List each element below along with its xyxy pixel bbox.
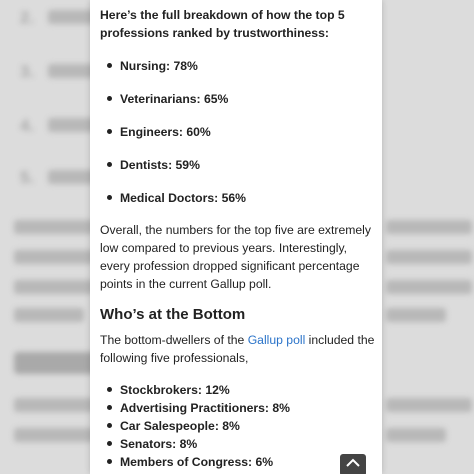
bg-text-line — [14, 220, 94, 234]
list-item-text: Nursing: 78% — [120, 59, 198, 73]
bullet-icon — [107, 63, 112, 68]
bg-text-line — [14, 250, 94, 264]
list-item — [90, 122, 382, 155]
bg-list-number: 4. — [20, 116, 35, 135]
scroll-to-top-button[interactable] — [340, 454, 366, 474]
bullet-icon — [107, 423, 112, 428]
bullet-icon — [107, 195, 112, 200]
bottom-intro-paragraph — [100, 331, 376, 367]
bg-text-line — [14, 398, 94, 412]
list-item-text: Engineers: 60% — [120, 125, 211, 139]
bg-text-line — [14, 308, 84, 322]
bg-text-line — [386, 220, 472, 234]
bottom-intro-text: The bottom-dwellers of the — [100, 333, 248, 347]
list-item-text: Members of Congress: 6% — [120, 455, 274, 469]
bg-text-line — [14, 428, 94, 442]
bottom-section-heading: Who’s at the Bottom — [100, 306, 246, 323]
bg-list-number: 5. — [20, 168, 35, 187]
list-item — [90, 56, 382, 89]
bg-text-line — [386, 428, 446, 442]
bullet-icon — [107, 162, 112, 167]
bg-text-line — [14, 280, 94, 294]
list-item-text: Dentists: 59% — [120, 158, 200, 172]
bullet-icon — [107, 129, 112, 134]
list-item-text: Senators: 8% — [120, 437, 198, 451]
list-item-text: Advertising Practitioners: 8% — [120, 401, 290, 415]
bg-text-line — [386, 250, 472, 264]
list-item — [90, 434, 382, 452]
bottom-intro-text: included the following five professionals, — [100, 333, 375, 365]
list-item-text: Medical Doctors: 56% — [120, 191, 246, 205]
bg-list-number: 2. — [20, 8, 35, 27]
bullet-icon — [107, 96, 112, 101]
overall-paragraph: Overall, the numbers for the top five are extremely low compared to previous years. Interestingly, every profession dropped significant percentage points in the current Gallup poll. — [100, 223, 371, 291]
bg-list-number: 3. — [20, 62, 35, 81]
bullet-icon — [107, 387, 112, 392]
list-item — [90, 188, 382, 221]
list-item-text: Veterinarians: 65% — [120, 92, 229, 106]
bullet-icon — [107, 459, 112, 464]
gallup-poll-link[interactable]: Gallup poll — [247, 333, 306, 347]
list-item — [90, 398, 382, 416]
top-professions-list — [90, 56, 382, 221]
list-item — [90, 416, 382, 434]
bullet-icon — [107, 441, 112, 446]
bottom-professions-list — [90, 380, 382, 470]
list-item — [90, 380, 382, 398]
article-card — [90, 0, 382, 474]
chevron-up-icon — [346, 458, 360, 468]
list-item — [90, 452, 382, 470]
list-item-text: Car Salespeople: 8% — [120, 419, 240, 433]
list-item-text: Stockbrokers: 12% — [120, 383, 230, 397]
bullet-icon — [107, 405, 112, 410]
bg-text-line — [386, 280, 472, 294]
bg-text-line — [386, 398, 472, 412]
bg-text-line — [386, 308, 446, 322]
list-item — [90, 155, 382, 188]
list-item — [90, 89, 382, 122]
top-list-intro: Here’s the full breakdown of how the top 5 professions ranked by trustworthiness: — [100, 8, 345, 40]
